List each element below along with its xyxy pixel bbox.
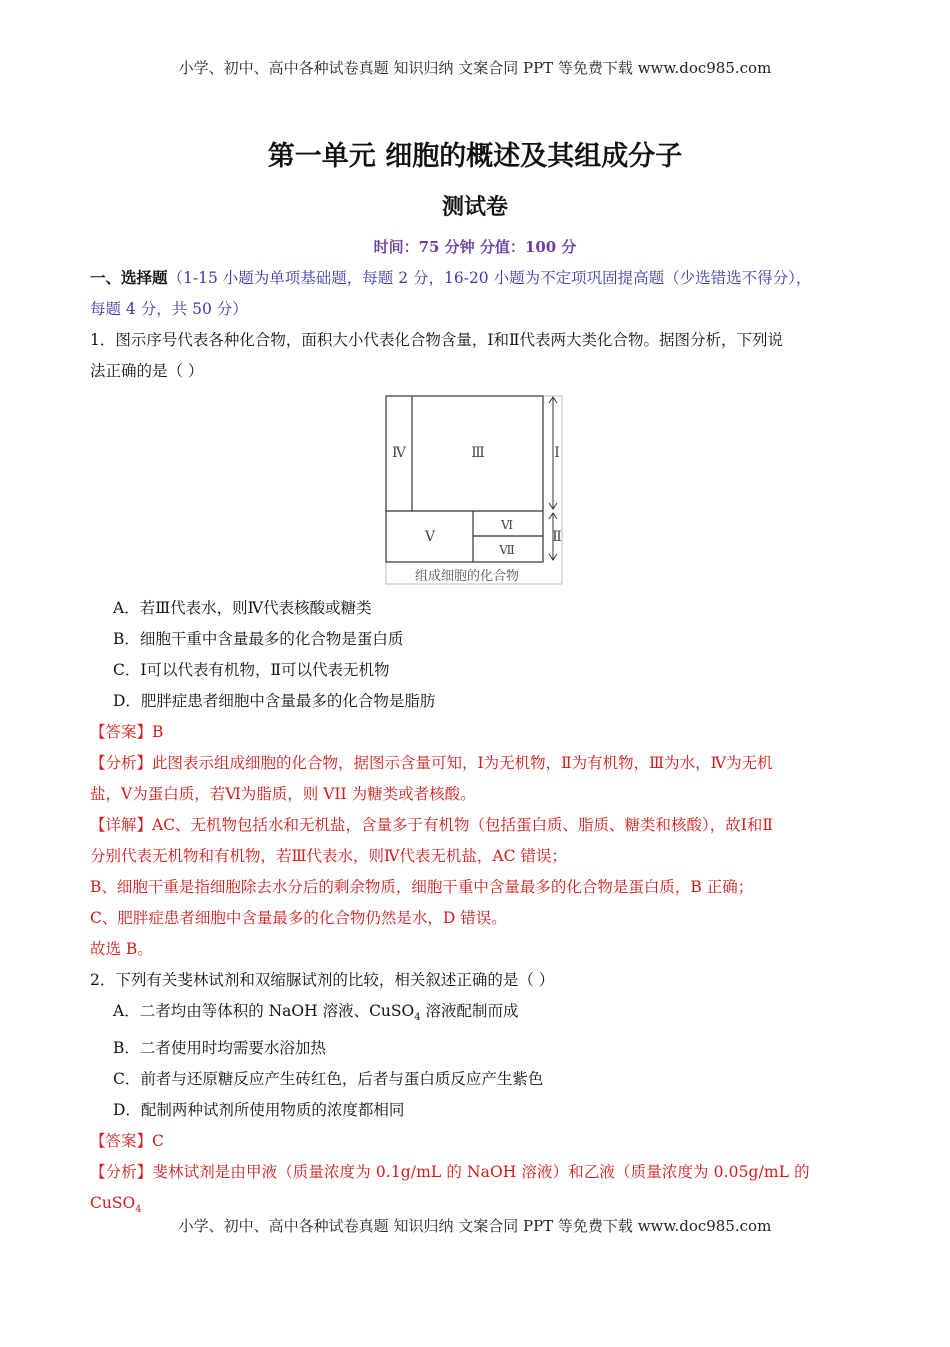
exam-content [90,262,858,1225]
q1-detail: 【详解】AC、无机物包括水和无机盐，含量多于有机物（包括蛋白质、脂质、糖类和核酸），故Ⅰ和Ⅱ [90,816,773,834]
q2-analysis: 【分析】斐林试剂是由甲液（质量浓度为 0.1g/mL 的 NaOH 溶液）和乙液（质量浓度为 0.05g/mL 的 [90,1163,810,1182]
q1-analysis: 【分析】此图表示组成细胞的化合物，据图示含量可知，Ⅰ为无机物，Ⅱ为有机物，Ⅲ为水，Ⅳ为无机 [90,754,773,772]
section-label: 一、选择题 [90,268,168,287]
q2-option-a-tail: 溶液配制而成 [420,1002,519,1020]
q1-stem: 1．图示序号代表各种化合物，面积大小代表化合物含量，Ⅰ和Ⅱ代表两大类化合物。据图分析，下列说 [90,331,784,349]
q2-option-c: C．前者与还原糖反应产生砖红色，后者与蛋白质反应产生紫色 [113,1070,544,1089]
q2-option-a [90,996,858,1033]
q1-option-a: A．若Ⅲ代表水，则Ⅳ代表核酸或糖类 [113,599,372,617]
q1-analysis-cont: 盐，Ⅴ为蛋白质，若Ⅵ为脂质，则 VII 为糖类或者核酸。 [90,785,476,803]
q1-detail-c: C、肥胖症患者细胞中含量最多的化合物仍然是水，D 错误。 [90,909,507,927]
q1-option-d: D．肥胖症患者细胞中含量最多的化合物是脂肪 [113,692,436,710]
q2-option-a-text: A．二者均由等体积的 NaOH 溶液、CuSO [113,1002,415,1020]
section-note-cont: 每题 4 分，共 50 分） [90,300,248,318]
figure-caption: 组成细胞的化合物 [414,569,520,584]
q2-analysis-cont-text: CuSO [90,1194,136,1213]
q1-detail-cont: 分别代表无机物和有机物，若Ⅲ代表水，则Ⅳ代表无机盐，AC 错误； [90,847,567,865]
label-vi: Ⅵ [500,518,514,532]
label-iv: Ⅳ [392,445,406,461]
q2-answer: 【答案】C [90,1132,164,1151]
q1-stem-cont: 法正确的是（ ） [90,362,204,380]
label-ii: Ⅱ [552,529,562,545]
section-heading [90,262,858,294]
q2-option-a-sub: 4 [414,1012,421,1024]
page-title: 第一单元 细胞的概述及其组成分子 [267,141,683,172]
label-i: Ⅰ [554,445,560,461]
label-v: Ⅴ [424,529,436,545]
q1-conclusion: 故选 B。 [90,940,153,958]
q2-analysis-sub: 4 [135,1204,142,1216]
q2-option-d: D．配制两种试剂所使用物质的浓度都相同 [113,1101,405,1120]
section-note: （1-15 小题为单项基础题，每题 2 分，16-20 小题为不定项巩固提高题（少选错选不得分）， [167,269,812,287]
q1-answer: 【答案】B [90,723,164,741]
label-iii: Ⅲ [471,445,485,461]
compound-diagram [385,395,565,587]
q2-option-b: B．二者使用时均需要水浴加热 [113,1039,326,1058]
page-subtitle: 测试卷 [441,195,508,220]
q2-stem: 2．下列有关斐林试剂和双缩脲试剂的比较，相关叙述正确的是（ ） [90,971,555,989]
q1-option-b: B．细胞干重中含量最多的化合物是蛋白质 [113,630,404,648]
page-header: 小学、初中、高中各种试卷真题 知识归纳 文案合同 PPT 等免费下载 www.doc985.com [178,59,772,77]
q1-figure [385,395,565,587]
exam-meta: 时间：75 分钟 分值：100 分 [373,238,577,256]
page-footer: 小学、初中、高中各种试卷真题 知识归纳 文案合同 PPT 等免费下载 www.doc985.com [178,1217,772,1235]
q1-detail-b: B、细胞干重是指细胞除去水分后的剩余物质，细胞干重中含量最多的化合物是蛋白质，B 正确； [90,878,754,896]
q1-option-c: C．Ⅰ可以代表有机物，Ⅱ可以代表无机物 [113,661,390,679]
diagram-outline [386,396,543,562]
label-vii: Ⅶ [499,543,515,557]
